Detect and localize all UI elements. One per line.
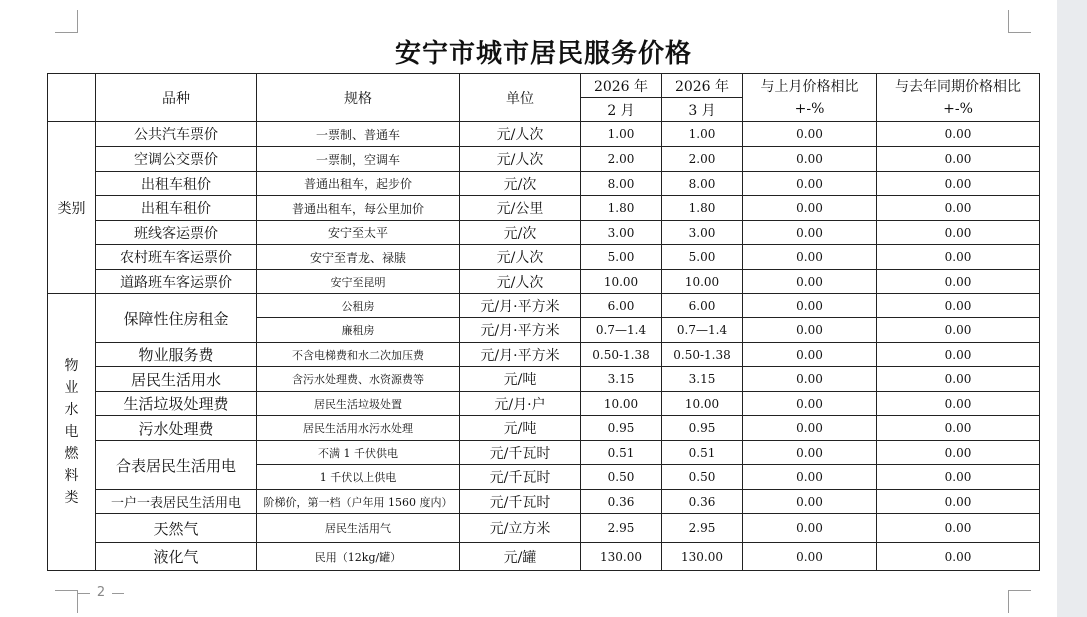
yoy-change-cell: 0.00 — [877, 416, 1040, 441]
unit-cell: 元/次 — [460, 172, 581, 196]
feb-price-cell: 10.00 — [581, 270, 662, 294]
mar-price-cell: 2.00 — [662, 147, 743, 172]
yoy-change-cell: 0.00 — [877, 514, 1040, 543]
mom-change-cell: 0.00 — [743, 416, 877, 441]
unit-cell: 元/吨 — [460, 367, 581, 392]
table-row — [48, 543, 1040, 571]
yoy-change-cell: 0.00 — [877, 441, 1040, 465]
yoy-change-cell: 0.00 — [877, 543, 1040, 571]
spec-cell: 一票制，空调车 — [257, 147, 460, 172]
variety-cell: 班线客运票价 — [96, 221, 257, 245]
variety-cell: 一户一表居民生活用电 — [96, 490, 257, 514]
variety-cell: 居民生活用水 — [96, 367, 257, 392]
yoy-change-cell: 0.00 — [877, 294, 1040, 318]
spec-cell: 安宁至太平 — [257, 221, 460, 245]
yoy-change-cell: 0.00 — [877, 343, 1040, 367]
table-row — [48, 270, 1040, 294]
feb-price-cell: 5.00 — [581, 245, 662, 270]
feb-price-cell: 0.95 — [581, 416, 662, 441]
mom-change-cell: 0.00 — [743, 172, 877, 196]
crop-mark-bottom-right — [1008, 590, 1031, 613]
mar-price-cell: 3.15 — [662, 367, 743, 392]
header-spec: 规格 — [257, 74, 460, 122]
header-year-feb: 2026 年 — [581, 74, 662, 98]
spec-cell: 不满 1 千伏供电 — [257, 441, 460, 465]
header-category — [48, 74, 96, 122]
crop-mark-bottom-left — [55, 590, 78, 613]
crop-mark-top-right — [1008, 10, 1031, 33]
table-row — [48, 490, 1040, 514]
unit-cell: 元/人次 — [460, 245, 581, 270]
category-char: 电 — [64, 424, 79, 440]
header-mom — [743, 74, 877, 122]
spec-cell: 居民生活垃圾处置 — [257, 392, 460, 416]
unit-cell: 元/次 — [460, 221, 581, 245]
mar-price-cell: 10.00 — [662, 392, 743, 416]
feb-price-cell: 3.00 — [581, 221, 662, 245]
mar-price-cell: 3.00 — [662, 221, 743, 245]
yoy-change-cell: 0.00 — [877, 122, 1040, 147]
category-char: 物 — [64, 358, 79, 374]
mom-change-cell: 0.00 — [743, 392, 877, 416]
unit-cell: 元/千瓦时 — [460, 465, 581, 490]
mar-price-cell: 1.80 — [662, 196, 743, 221]
mom-change-cell: 0.00 — [743, 245, 877, 270]
table-row — [48, 147, 1040, 172]
unit-cell: 元/人次 — [460, 122, 581, 147]
spec-cell: 安宁至青龙、禄脿 — [257, 245, 460, 270]
spec-cell: 不含电梯费和水二次加压费 — [257, 343, 460, 367]
header-yoy-title: 与去年同期价格相比 — [895, 78, 1021, 95]
spec-cell: 含污水处理费、水资源费等 — [257, 367, 460, 392]
spec-cell: 普通出租车，每公里加价 — [257, 196, 460, 221]
mar-price-cell: 0.7—1.4 — [662, 318, 743, 343]
variety-cell: 道路班车客运票价 — [96, 270, 257, 294]
unit-cell: 元/月·户 — [460, 392, 581, 416]
yoy-change-cell: 0.00 — [877, 147, 1040, 172]
variety-cell: 公共汽车票价 — [96, 122, 257, 147]
variety-cell: 液化气 — [96, 543, 257, 571]
unit-cell: 元/月·平方米 — [460, 318, 581, 343]
feb-price-cell: 1.80 — [581, 196, 662, 221]
mom-change-cell: 0.00 — [743, 147, 877, 172]
table-row — [48, 245, 1040, 270]
mom-change-cell: 0.00 — [743, 318, 877, 343]
variety-cell: 空调公交票价 — [96, 147, 257, 172]
yoy-change-cell: 0.00 — [877, 465, 1040, 490]
spec-cell: 居民生活用气 — [257, 514, 460, 543]
category-label-transport: 类别 — [48, 122, 96, 294]
mar-price-cell: 6.00 — [662, 294, 743, 318]
feb-price-cell: 0.50-1.38 — [581, 343, 662, 367]
mar-price-cell: 1.00 — [662, 122, 743, 147]
table-row — [48, 196, 1040, 221]
feb-price-cell: 0.7—1.4 — [581, 318, 662, 343]
spec-cell: 廉租房 — [257, 318, 460, 343]
feb-price-cell: 0.51 — [581, 441, 662, 465]
yoy-change-cell: 0.00 — [877, 392, 1040, 416]
mom-change-cell: 0.00 — [743, 294, 877, 318]
variety-cell: 生活垃圾处理费 — [96, 392, 257, 416]
mom-change-cell: 0.00 — [743, 514, 877, 543]
unit-cell: 元/人次 — [460, 270, 581, 294]
feb-price-cell: 2.00 — [581, 147, 662, 172]
yoy-change-cell: 0.00 — [877, 245, 1040, 270]
feb-price-cell: 0.36 — [581, 490, 662, 514]
mar-price-cell: 0.50-1.38 — [662, 343, 743, 367]
header-yoy-unit: +-% — [943, 100, 973, 117]
spec-cell: 阶梯价，第一档（户年用 1560 度内） — [257, 490, 460, 514]
yoy-change-cell: 0.00 — [877, 367, 1040, 392]
unit-cell: 元/人次 — [460, 147, 581, 172]
category-char: 料 — [64, 468, 79, 484]
mom-change-cell: 0.00 — [743, 270, 877, 294]
table-row — [48, 294, 1040, 318]
spec-cell: 一票制、普通车 — [257, 122, 460, 147]
window-edge-strip — [1057, 0, 1087, 617]
page-number: 2 — [78, 583, 124, 603]
spec-cell: 安宁至昆明 — [257, 270, 460, 294]
feb-price-cell: 2.95 — [581, 514, 662, 543]
variety-cell: 农村班车客运票价 — [96, 245, 257, 270]
price-table — [47, 73, 1040, 571]
category-char: 业 — [64, 380, 79, 396]
header-year-mar: 2026 年 — [662, 74, 743, 98]
spec-cell: 普通出租车，起步价 — [257, 172, 460, 196]
variety-cell: 合表居民生活用电 — [96, 441, 257, 490]
unit-cell: 元/月·平方米 — [460, 343, 581, 367]
unit-cell: 元/罐 — [460, 543, 581, 571]
table-row — [48, 367, 1040, 392]
spec-cell: 公租房 — [257, 294, 460, 318]
header-variety: 品种 — [96, 74, 257, 122]
variety-cell: 物业服务费 — [96, 343, 257, 367]
header-month-feb: 2 月 — [581, 98, 662, 122]
feb-price-cell: 0.50 — [581, 465, 662, 490]
mom-change-cell: 0.00 — [743, 465, 877, 490]
mom-change-cell: 0.00 — [743, 122, 877, 147]
table-row — [48, 172, 1040, 196]
header-mom-title: 与上月价格相比 — [760, 78, 859, 95]
variety-cell: 保障性住房租金 — [96, 294, 257, 343]
mom-change-cell: 0.00 — [743, 543, 877, 571]
category-label-utilities — [48, 294, 96, 571]
table-row — [48, 221, 1040, 245]
mom-change-cell: 0.00 — [743, 221, 877, 245]
mar-price-cell: 2.95 — [662, 514, 743, 543]
mar-price-cell: 0.95 — [662, 416, 743, 441]
unit-cell: 元/公里 — [460, 196, 581, 221]
category-char: 类 — [64, 490, 79, 506]
yoy-change-cell: 0.00 — [877, 318, 1040, 343]
variety-cell: 天然气 — [96, 514, 257, 543]
variety-cell: 出租车租价 — [96, 196, 257, 221]
feb-price-cell: 3.15 — [581, 367, 662, 392]
unit-cell: 元/千瓦时 — [460, 490, 581, 514]
table-row — [48, 441, 1040, 465]
header-mom-unit: +-% — [794, 100, 825, 117]
yoy-change-cell: 0.00 — [877, 196, 1040, 221]
category-char: 水 — [64, 402, 79, 418]
feb-price-cell: 6.00 — [581, 294, 662, 318]
header-month-mar: 3 月 — [662, 98, 743, 122]
feb-price-cell: 8.00 — [581, 172, 662, 196]
mar-price-cell: 5.00 — [662, 245, 743, 270]
mom-change-cell: 0.00 — [743, 441, 877, 465]
mom-change-cell: 0.00 — [743, 490, 877, 514]
feb-price-cell: 1.00 — [581, 122, 662, 147]
table-row — [48, 416, 1040, 441]
feb-price-cell: 10.00 — [581, 392, 662, 416]
table-row — [48, 514, 1040, 543]
yoy-change-cell: 0.00 — [877, 270, 1040, 294]
document-title: 安宁市城市居民服务价格 — [394, 39, 692, 69]
unit-cell: 元/立方米 — [460, 514, 581, 543]
mom-change-cell: 0.00 — [743, 343, 877, 367]
mom-change-cell: 0.00 — [743, 196, 877, 221]
feb-price-cell: 130.00 — [581, 543, 662, 571]
header-yoy — [877, 74, 1040, 122]
mar-price-cell: 0.36 — [662, 490, 743, 514]
variety-cell: 出租车租价 — [96, 172, 257, 196]
table-row — [48, 343, 1040, 367]
mar-price-cell: 0.50 — [662, 465, 743, 490]
table-row — [48, 392, 1040, 416]
mar-price-cell: 8.00 — [662, 172, 743, 196]
yoy-change-cell: 0.00 — [877, 221, 1040, 245]
crop-mark-top-left — [55, 10, 78, 33]
header-unit: 单位 — [460, 74, 581, 122]
unit-cell: 元/吨 — [460, 416, 581, 441]
yoy-change-cell: 0.00 — [877, 172, 1040, 196]
table-row — [48, 122, 1040, 147]
category-char: 燃 — [64, 446, 79, 462]
unit-cell: 元/千瓦时 — [460, 441, 581, 465]
yoy-change-cell: 0.00 — [877, 490, 1040, 514]
mom-change-cell: 0.00 — [743, 367, 877, 392]
unit-cell: 元/月·平方米 — [460, 294, 581, 318]
spec-cell: 民用（12kg/罐） — [257, 543, 460, 571]
mar-price-cell: 130.00 — [662, 543, 743, 571]
spec-cell: 1 千伏以上供电 — [257, 465, 460, 490]
mar-price-cell: 10.00 — [662, 270, 743, 294]
spec-cell: 居民生活用水污水处理 — [257, 416, 460, 441]
mar-price-cell: 0.51 — [662, 441, 743, 465]
variety-cell: 污水处理费 — [96, 416, 257, 441]
